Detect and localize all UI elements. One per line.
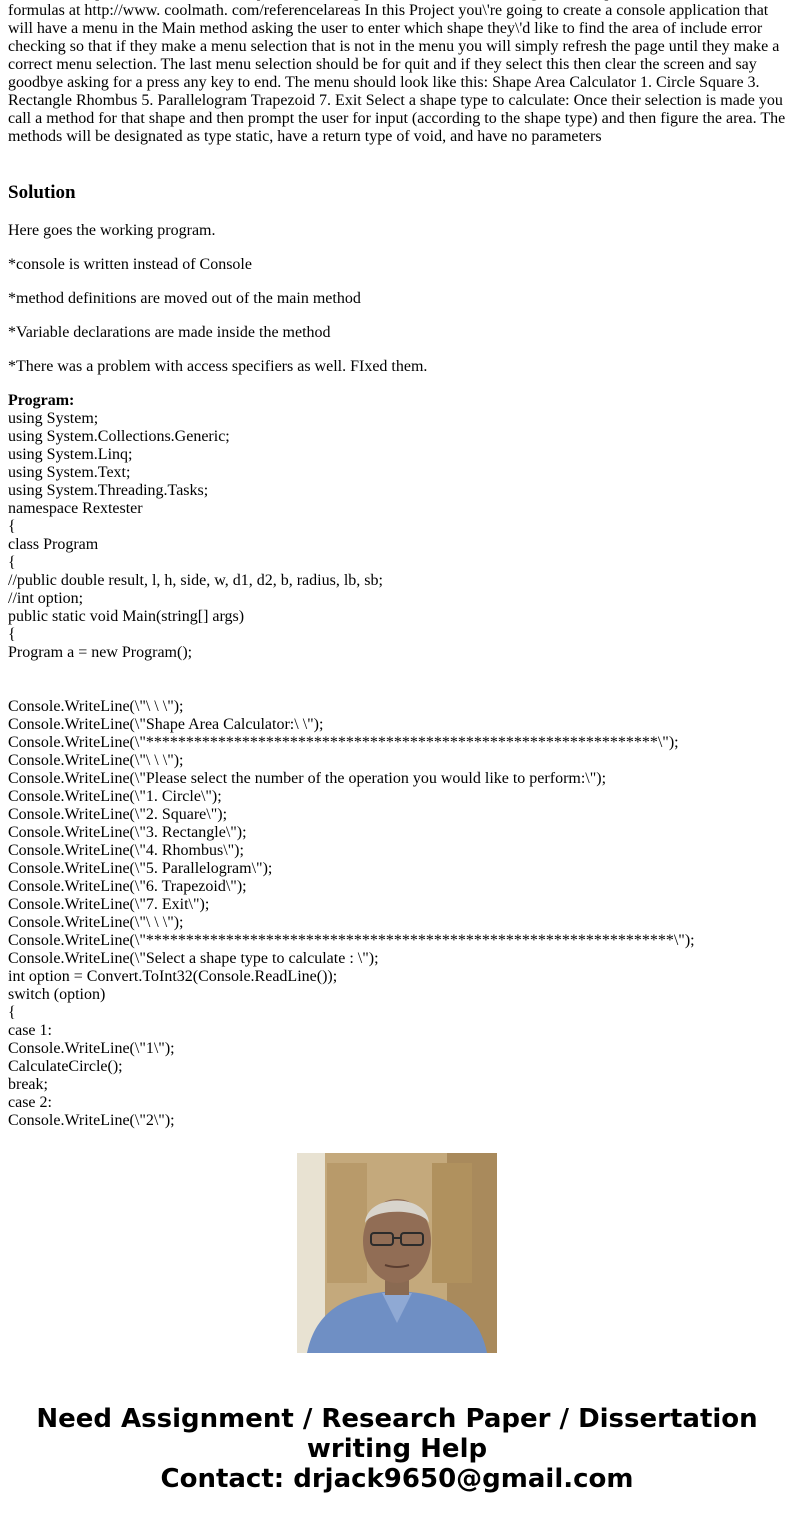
code-line (8, 662, 794, 680)
advert-line: writing Help (306, 1434, 488, 1464)
code-line: { (8, 554, 16, 571)
advert-contact: Contact: drjack9650@gmail.com (160, 1464, 634, 1494)
code-line: { (8, 626, 16, 643)
code-line (8, 680, 794, 698)
code-line: Console.WriteLine(\"Please select the number of the operation you would like to perform:\"); (8, 770, 607, 787)
code-line: Console.WriteLine(\"Shape Area Calculator:\ \"); (8, 716, 324, 733)
code-line: CalculateCircle(); (8, 1058, 123, 1075)
code-line: namespace Rextester (8, 500, 143, 517)
solution-note: *console is written instead of Console (8, 256, 252, 273)
program-label: Program: (8, 392, 75, 409)
code-line: { (8, 1004, 16, 1021)
code-line: using System.Collections.Generic; (8, 428, 230, 445)
code-line: switch (option) (8, 986, 106, 1003)
solution-note: *method definitions are moved out of the main method (8, 290, 361, 307)
code-line: Console.WriteLine(\"6. Trapezoid\"); (8, 878, 247, 895)
code-line: using System.Text; (8, 464, 131, 481)
solution-note: Here goes the working program. (8, 222, 216, 239)
code-line: case 1: (8, 1022, 52, 1039)
code-line: case 2: (8, 1094, 52, 1111)
code-line: Console.WriteLine(\"******************************************************************\"); (8, 932, 695, 949)
code-line: Console.WriteLine(\"\ \ \"); (8, 914, 184, 931)
question-text: formulas at http://www. coolmath. com/referencelareas In this Project you\'re going to create a console application that will have a menu in the Main method asking the user to enter which shape they\'d like to find the area of include error checking so that if they make a menu selection that is not in the menu you will simply refresh the page until they make a correct menu selection. The last menu selection should be for quit and if they select this then clear the screen and say goodbye asking for a press any key to end. The menu should look like this: Shape Area Calculator 1. Circle Square 3. Rectangle Rhombus 5. Parallelogram Trapezoid 7. Exit Select a shape type to calculate: Once their selection is made you call a method for that shape and then prompt the user for input (according to the shape type) and then figure the area. The methods will be designated as type static, have a return type of void, and have no parameters (8, 2, 786, 145)
code-line: //int option; (8, 590, 84, 607)
author-photo (297, 1153, 497, 1353)
code-line: Console.WriteLine(\"Select a shape type to calculate : \"); (8, 950, 379, 967)
code-line: //public double result, l, h, side, w, d1, d2, b, radius, lb, sb; (8, 572, 383, 589)
code-line: using System.Linq; (8, 446, 133, 463)
code-line: Console.WriteLine(\"2. Square\"); (8, 806, 228, 823)
code-line: Console.WriteLine(\"1. Circle\"); (8, 788, 222, 805)
code-line: Console.WriteLine(\"7. Exit\"); (8, 896, 210, 913)
code-line: Console.WriteLine(\"4. Rhombus\"); (8, 842, 244, 859)
code-line: Console.WriteLine(\"****************************************************************\"); (8, 734, 679, 751)
code-line: using System.Threading.Tasks; (8, 482, 209, 499)
code-line: int option = Convert.ToInt32(Console.ReadLine()); (8, 968, 338, 985)
code-line: class Program (8, 536, 99, 553)
code-line: { (8, 518, 16, 535)
code-line: Console.WriteLine(\"2\"); (8, 1112, 175, 1129)
code-line: Console.WriteLine(\"3. Rectangle\"); (8, 824, 247, 841)
code-line: Console.WriteLine(\"5. Parallelogram\"); (8, 860, 273, 877)
contact-advert (0, 1404, 794, 1494)
code-line: Console.WriteLine(\"\ \ \"); (8, 752, 184, 769)
author-avatar (297, 1153, 497, 1353)
code-line: public static void Main(string[] args) (8, 608, 245, 625)
code-line: Program a = new Program(); (8, 644, 193, 661)
solution-heading: Solution (8, 182, 76, 203)
code-line: using System; (8, 410, 99, 427)
solution-notes (8, 222, 788, 392)
solution-note: *There was a problem with access specifiers as well. FIxed them. (8, 358, 428, 375)
code-block (8, 410, 794, 1130)
program-listing (8, 392, 794, 1130)
advert-line: Need Assignment / Research Paper / Dissertation (36, 1404, 758, 1434)
code-line: Console.WriteLine(\"1\"); (8, 1040, 175, 1057)
code-line: Console.WriteLine(\"\ \ \"); (8, 698, 184, 715)
solution-note: *Variable declarations are made inside the method (8, 324, 331, 341)
code-line: break; (8, 1076, 48, 1093)
